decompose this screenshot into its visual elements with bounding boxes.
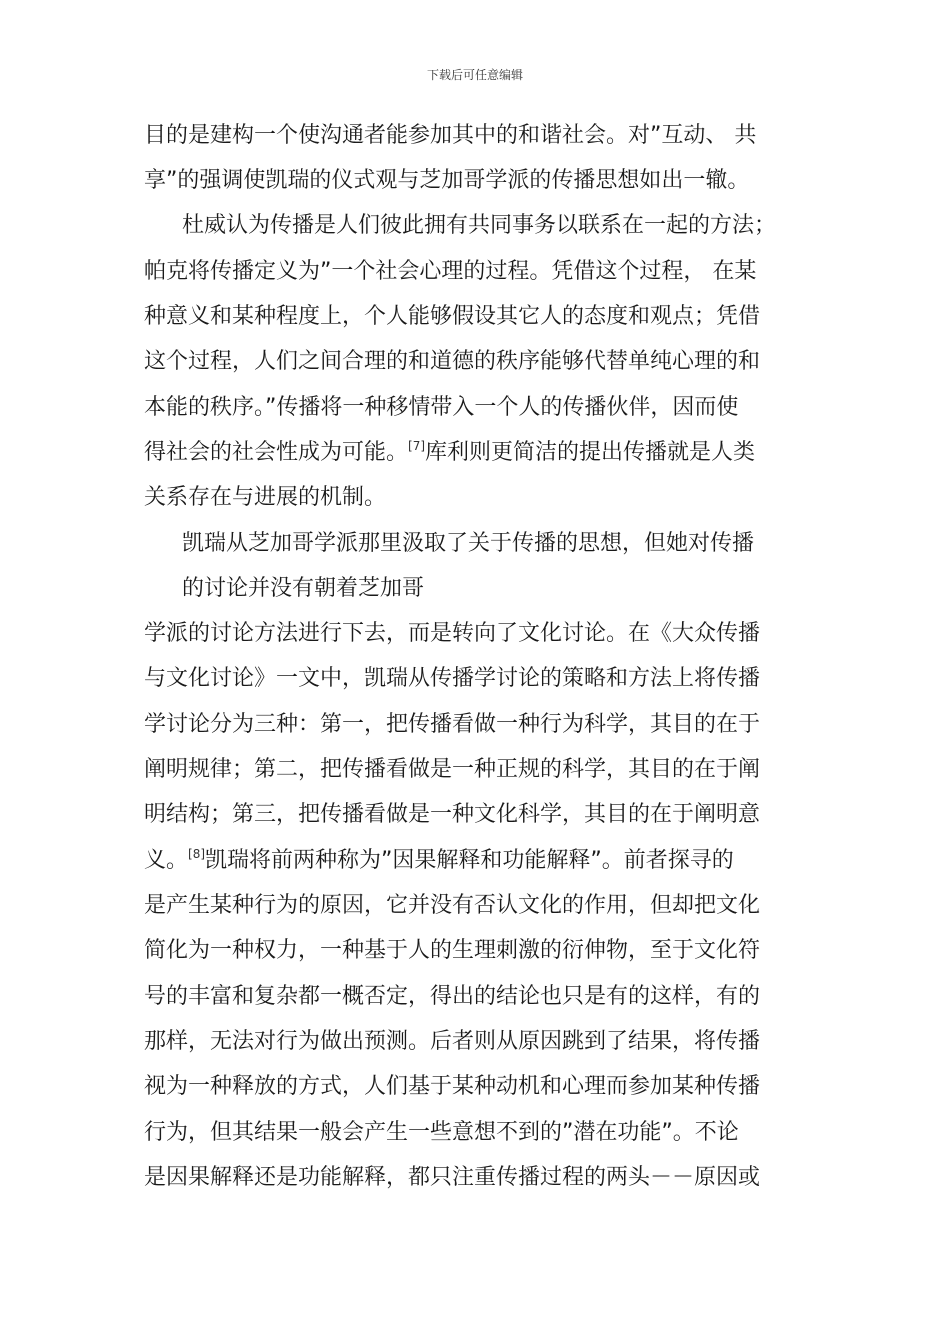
body-line: 本能的秩序。”传播将一种移情带入一个人的传播伙伴，因而使	[144, 395, 739, 420]
body-line: 帕克将传播定义为”一个社会心理的过程。凭借这个过程， 在某	[144, 259, 757, 284]
body-line: 这个过程，人们之间合理的和道德的秩序能够代替单纯心理的和	[144, 349, 761, 374]
body-line: 号的丰富和复杂都一概否定，得出的结论也只是有的这样，有的	[144, 984, 761, 1009]
body-line: 是因果解释还是功能解释，都只注重传播过程的两头－－原因或	[144, 1165, 761, 1190]
page-header: 下载后可任意编辑	[426, 68, 523, 82]
body-line: 明结构；第三，把传播看做是一种文化科学，其目的在于阐明意	[144, 802, 761, 827]
body-line: 那样，无法对行为做出预测。后者则从原因跳到了结果，将传播	[144, 1029, 761, 1054]
body-line	[144, 438, 755, 468]
body-line: 行为，但其结果一般会产生一些意想不到的”潜在功能”。不论	[144, 1120, 739, 1145]
line-text: 义。	[144, 848, 189, 873]
body-line: 视为一种释放的方式，人们基于某种动机和心理而参加某种传播	[144, 1074, 761, 1099]
citation-ref: [8]	[188, 847, 206, 861]
line-text: 得社会的社会性成为可能。	[144, 440, 409, 465]
body-line: 种意义和某种程度上，个人能够假设其它人的态度和观点；凭借	[144, 304, 761, 329]
body-line: 凯瑞从芝加哥学派那里汲取了关于传播的思想，但她对传播	[182, 531, 755, 556]
line-text: 库利则更简洁的提出传播就是人类	[425, 440, 756, 465]
body-line: 目的是建构一个使沟通者能参加其中的和谐社会。对”互动、 共	[144, 123, 757, 148]
body-line: 阐明规律；第二，把传播看做是一种正规的科学，其目的在于阐	[144, 757, 761, 782]
body-line: 学讨论分为三种：第一，把传播看做一种行为科学，其目的在于	[144, 712, 761, 737]
body-line	[144, 846, 734, 876]
body-line: 与文化讨论》一文中，凯瑞从传播学讨论的策略和方法上将传播	[144, 666, 761, 691]
citation-ref: [7]	[408, 439, 426, 453]
body-line: 是产生某种行为的原因，它并没有否认文化的作用，但却把文化	[144, 893, 761, 918]
body-line: 简化为一种权力，一种基于人的生理刺激的衍伸物，至于文化符	[144, 938, 761, 963]
body-line: 关系存在与进展的机制。	[144, 485, 387, 510]
body-line: 杜威认为传播是人们彼此拥有共同事务以联系在一起的方法；	[182, 213, 777, 238]
body-line: 的讨论并没有朝着芝加哥	[182, 576, 425, 601]
body-line: 享”的强调使凯瑞的仪式观与芝加哥学派的传播思想如出一辙。	[144, 168, 750, 193]
body-line: 学派的讨论方法进行下去，而是转向了文化讨论。在《大众传播	[144, 621, 761, 646]
line-text: 凯瑞将前两种称为”因果解释和功能解释”。前者探寻的	[205, 848, 734, 873]
